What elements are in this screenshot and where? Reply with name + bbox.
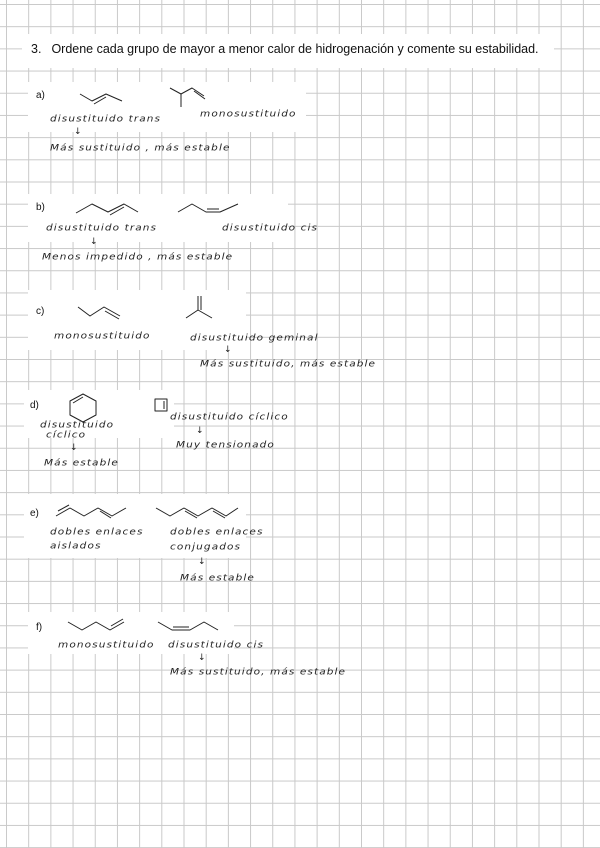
section-a-trans-alkene-structure	[78, 86, 138, 110]
section-b-arrow: ↓	[90, 237, 98, 247]
section-d-left-arrow: ↓	[70, 443, 78, 453]
section-a-background	[28, 82, 306, 132]
section-e-conjugated-diene-structure	[154, 500, 244, 524]
section-b-label: b)	[36, 202, 45, 213]
section-e-conclusion: Más estable	[180, 573, 255, 583]
section-f-label: f)	[36, 622, 43, 633]
section-a-left-note: disustituido trans	[50, 114, 162, 124]
section-a-conclusion: Más sustituido , más estable	[50, 143, 231, 153]
section-d-left-conclusion: Más estable	[44, 458, 119, 468]
section-b-trans-alkene-structure	[74, 198, 144, 220]
section-b-conclusion: Menos impedido , más estable	[42, 252, 234, 262]
section-f-cis-alkene-structure	[156, 616, 236, 636]
section-b-right-note: disustituido cis	[222, 223, 319, 233]
section-e-right-note-line2: conjugados	[170, 542, 242, 552]
section-e-label: e)	[30, 508, 39, 519]
section-a-arrow: ↓	[74, 127, 82, 137]
question-header	[31, 42, 539, 56]
section-d-label: d)	[30, 400, 39, 411]
section-d-right-conclusion: Muy tensionado	[176, 440, 275, 450]
section-b-cis-alkene-structure	[176, 198, 246, 220]
section-c-label: c)	[36, 306, 45, 317]
section-b-left-note: disustituido trans	[46, 223, 158, 233]
section-f-conclusion: Más sustituido, más estable	[170, 667, 347, 677]
section-a-right-note: monosustituido	[200, 109, 297, 119]
section-c-conclusion: Más sustituido, más estable	[200, 359, 377, 369]
section-f-arrow: ↓	[198, 653, 206, 663]
section-d-right-arrow: ↓	[196, 426, 204, 436]
section-c-right-note: disustituido geminal	[190, 333, 319, 343]
section-a-label: a)	[36, 90, 45, 101]
section-e-left-note-line2: aislados	[50, 541, 102, 551]
section-c-arrow: ↓	[224, 345, 232, 355]
section-b-background	[28, 194, 288, 242]
section-e-left-note-line1: dobles enlaces	[50, 527, 144, 537]
section-c-left-note: monosustituido	[54, 331, 151, 341]
section-c-geminal-alkene-structure	[184, 294, 224, 326]
section-e-right-note-line1: dobles enlaces	[170, 527, 264, 537]
section-e-arrow: ↓	[198, 557, 206, 567]
section-f-left-note: monosustituido	[58, 640, 155, 650]
section-e-isolated-diene-structure	[54, 500, 134, 524]
question-number: 3.	[31, 42, 42, 56]
section-f-monosubstituted-alkene-structure	[66, 616, 136, 636]
section-f-right-note: disustituido cis	[168, 640, 265, 650]
section-a-monosubstituted-alkene-structure	[168, 82, 218, 112]
section-d-left-note-line1: disustituido	[40, 420, 115, 430]
question-text: Ordene cada grupo de mayor a menor calor de hidrogenación y comente su estabilidad.	[51, 42, 539, 56]
section-d-cyclobutene-structure	[154, 398, 170, 414]
section-d-left-note-line2: cíclico	[46, 430, 87, 440]
section-c-monosubstituted-alkene-structure	[76, 302, 136, 324]
section-d-right-note: disustituido cíclico	[170, 412, 289, 422]
